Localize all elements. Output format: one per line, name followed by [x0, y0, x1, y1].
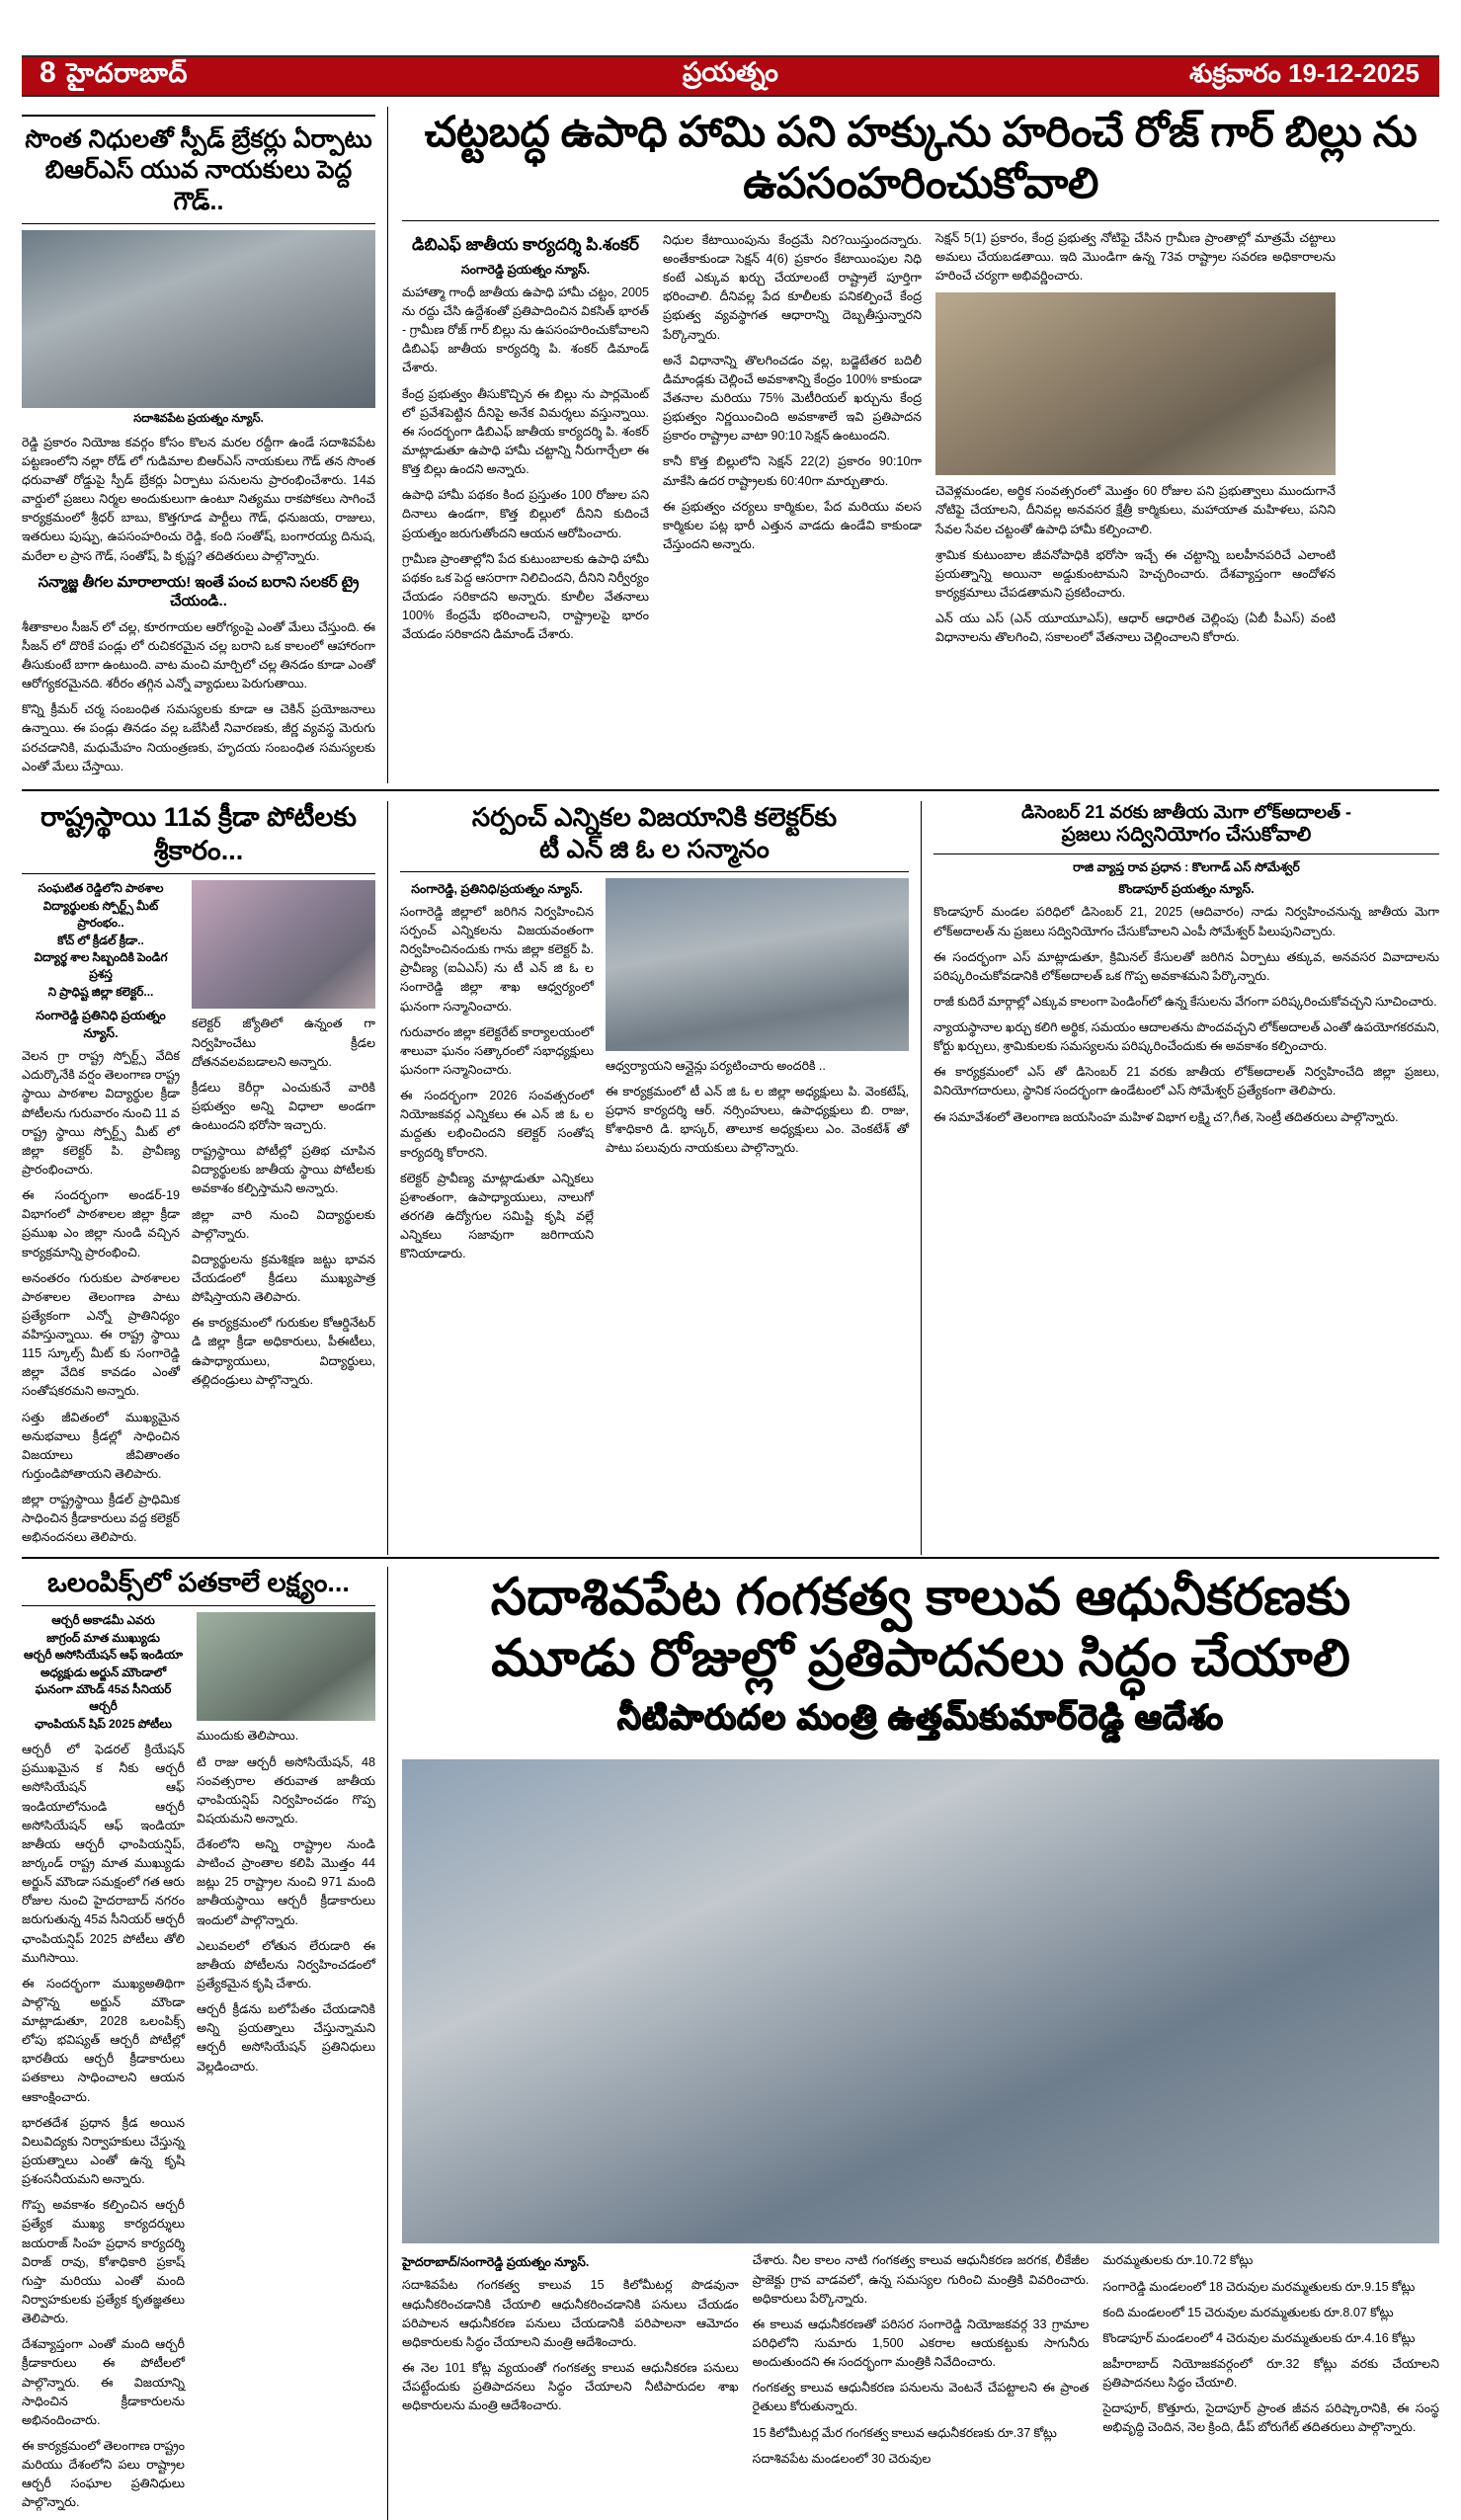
paragraph: సత్తు జీవితంలో ముఖ్యమైన అనుభవాలు క్రీడల్లో సాధించిన విజయాలు జీవితాంతం గుర్తుండిపోతాయని తెలిపారు.: [22, 1410, 180, 1482]
paragraph: కేంద్ర ప్రభుత్వం తీసుకొచ్చిన ఈ బిల్లు ను పార్లమెంట్ లో ప్రవేశపెట్టిన దీనిపై అనేక విమర్శలు వస్తున్నాయి. ఈ సందర్భంగా డిబిఎఫ్ జాతీయ కార్యదర్శి పి. శంకర్ మాట్లాడుతూ ఉపాధి హామీ చట్టాన్ని నీరుగార్చేలా ఈ కొత్త బిల్లు ఉందని అన్నారు.: [402, 386, 649, 477]
sports-sub-1: విద్యార్థులకు స్పోర్ట్స్ మీట్ ప్రారంభం..: [42, 898, 159, 931]
paragraph: అనంతరం గురుకుల పాఠశాలల పాఠశాలల తెలంగాణ పాటు ప్రత్యేకంగా ఎన్నో ప్రాతినిధ్యం వహిస్తున్నాయి. ఈ రాష్ట్ర స్థాయి 115 స్కూల్స్ మీట్ కు సంగారెడ్డి జిల్లా వేదిక కావడం ఎంతో సంతోషకరమని అన్నారు.: [22, 1270, 180, 1399]
paragraph: కంది మండలంలో 15 చెరువుల మరమ్మతులకు రూ.8.07 కోట్లు: [1102, 2305, 1394, 2319]
sports-meet-photo: [192, 880, 375, 1009]
paragraph: గ్రామీణ ప్రాంతాల్లోని పేద కుటుంబాలకు ఉపాధి హామీ పథకం ఒక పెద్ద ఆసరాగా నిలిచిందని, దీనిని నిర్వీర్యం చేయడం సరికాదని అన్నారు. కూలీల వేతనాలు 100% కేంద్రమే భరించాలని, రాష్ట్రాలపై భారం వేయడం సరికాదని డిమాండ్ చేశారు.: [402, 551, 649, 642]
paragraph: ఎన్ యు ఎస్ (ఎన్ యూయూఎస్), ఆధార్ ఆధారిత చెల్లింపు (ఏబీ పీఎస్) వంటి విధానాలను తొలగించి, సకాలంలో వేతనాలు చెల్లించాలని కోరారు.: [935, 611, 1336, 645]
top-region: [22, 107, 1439, 783]
collector-story: [387, 801, 921, 1555]
paragraph: కలెక్టర్ ప్రావీణ్య మాట్లాడుతూ ఎన్నికలు ప్రశాంతంగా, ఉపాధ్యాయులు, నాలుగో తరగతి ఉద్యోగుల సమిష్టి కృషి వల్లే ఎన్నికలు సజావుగా జరిగాయని కొనియాడారు.: [400, 1171, 594, 1261]
paragraph: గురువారం జిల్లా కలెక్టరేట్ కార్యాలయంలో శాలువా ఘనం సత్కారంలో సభాధ్యక్షులు ఘనంగా సన్మానించారు.: [400, 1024, 594, 1077]
paragraph: మరమ్మతులకు రూ.10.72 కోట్లు: [1102, 2253, 1254, 2268]
olympics-sub-4: ఘనంగా మౌండ్ 45వ సీనియర్ ఆర్చరీ: [35, 1681, 172, 1714]
top-left-column: [22, 107, 387, 783]
paragraph: సంగారెడ్డి మండలంలో 18 చెరువుల మరమ్మతులకు రూ.9.15 కోట్లు: [1102, 2279, 1416, 2294]
paragraph: వెలన గ్రా రాష్ట్ర స్పోర్ట్స్ వేదిక ఎదుర్కొనేకి వర్షం తెలంగాణ రాష్ట్ర స్థాయి పాఠశాల విద్యార్థుల క్రీడా పోటీలను గురువారం నుంచి 11 వ రాష్ట్ర స్థాయి స్పోర్ట్స్ మీట్ లో జిల్లా కలెక్టర్ పి. ప్రావీణ్య ప్రారంభించారు.: [22, 1049, 180, 1177]
paragraph: ఎలువలలో లోతున లేరుడారి ఈ జాతీయ పోటీలను నిర్వహించడంలో ప్రత్యేకమైన కృషి చేశారు.: [197, 1938, 375, 1992]
lead-story: [387, 107, 1439, 783]
top-left-headline-1[interactable]: సొంత నిధులతో స్పీడ్ బ్రేకర్లు ఏర్పాటు: [25, 125, 372, 153]
paragraph: ఈ సమావేశంలో తెలంగాణ జయసింహ మహిళ విభాగ లక్ష్మి చ?,గీత, సెంట్రీ తదితరులు పాల్గొన్నారు.: [933, 1109, 1399, 1124]
canal-body: [402, 2251, 1439, 2475]
lokadalat-headline-2[interactable]: ప్రజలు సద్వినియోగం చేసుకోవాలి: [1061, 824, 1312, 847]
lead-col-1: [402, 229, 649, 655]
archery-photo: [197, 1612, 375, 1721]
paragraph: ఆర్చరీ లో ఫెడరల్ క్రియేషన్ ప్రముఖమైన క నీకు ఆర్చరీ అసోసియేషన్ ఆఫ్ ఇండియాలోనుండి ఆర్చరీ అసోసియేషన్ ఆఫ్ ఇండియా జాతీయ ఆర్చరీ ఛాంపియన్షిప్, జార్కండ్ రాష్ట్ర మాత ముఖ్యుడు అర్జున్ మౌండా సమక్షంలో గత ఆరు రోజుల నుంచి హైదరాబాద్ నగరం జరుగుతున్న 45వ సీనియర్ ఆర్చరీ ఛాంపియన్షిప్ 2025 పోటీలు తోలి ముగిసాయి.: [22, 1743, 185, 1965]
paragraph: రాష్ట్రస్థాయి పోటీల్లో ప్రతిభ చూపిన విద్యార్థులకు జాతీయ స్థాయి పోటీలకు అవకాశం కల్పిస్తామని అన్నారు.: [192, 1144, 375, 1196]
paragraph: ఈ కార్యక్రమంలో తెలంగాణ రాష్ట్రం మరియు దేశంలోని పలు రాష్ట్రాల ఆర్చరీ సంఘాల ప్రతినిధులు పాల్గొన్నారు.: [22, 2439, 185, 2510]
paragraph: శీతాకాలం సీజన్ లో చల్ల, కూరగాయల ఆరోగ్యంపై ఎంతో మేలు చేస్తుంది. ఈ సీజన్ లో దొరికే పండ్లు లో రుచికరమైన చల్ల బరాని ఒక కాలంలో ఆహారంగా తీసుకుంటే బాగా ఉంటుంది. వాట మంచి మార్చిలో చల్ల తినడం కూడా ఎంతో ఆరోగ్యకరమైనది. శరీరం తగ్గిన ఎన్నో వ్యాధులు పెరుగుతాయి.: [22, 619, 375, 691]
newspaper-page: [0, 55, 1461, 2510]
lokadalat-story: [921, 801, 1439, 1555]
sports-dateline: సంగారెడ్డి ప్రతినిధి ప్రయత్నం న్యూస్.: [36, 1009, 166, 1041]
paragraph: కానీ కొత్త బిల్లులోని సెక్షన్ 22(2) ప్రకారం 90:10గా మాకేసి ఉదర రాష్ట్రాలకు 60:40గా మార్చుతారు.: [663, 454, 922, 488]
paragraph: శ్రామిక కుటుంబాల జీవనోపాధికి భరోసా ఇచ్చే ఈ చట్టాన్ని బలహీనపరిచే ఎలాంటి ప్రయత్నాన్ని అయినా అడ్డుకుంటామని హెచ్చరించారు. దేశవ్యాప్తంగా ఆందోళన కార్యక్రమాలు చేపడతామని ప్రకటించారు.: [935, 547, 1336, 601]
sports-sub-4: ని ప్రాధిష్ట జిల్లా కలెక్టర్...: [47, 984, 154, 999]
paragraph: సంగారెడ్డి జిల్లాలో జరిగిన నిర్వహించిన సర్పంచ్ ఎన్నికలను విజయవంతంగా నిర్వహించినందుకు గాను జిల్లా కలెక్టర్ పి. ప్రావీణ్య (ఐఏఎస్) ను టీ ఎన్ జి ఓ ల సంగారెడ్డి జిల్లా శాఖ ఆధ్వర్యంలో ఘనంగా సన్మానించారు.: [400, 904, 594, 1014]
paragraph: రెడ్డి ప్రకారం నియోజ కవర్గం కోసం కొలన మరల రద్దీగా ఉండే సదాశివపేట పట్టణంలోని నల్లా రోడ్ లో గుడిమాల బిఆర్ఎస్ నాయకులు గౌడ్ తన సొంత ధరువాతో రోడ్డుపై స్పీడ్ బ్రేకర్లు ఏర్పాటు పనులను ప్రారంభించేశారు. 14వ వార్డులో ప్రజలు నిర్మల అందుకులుగా ఉంటూ నిత్యము రాకపోకలు సాగించే కార్యక్రమంలో శ్రీధర్ బాబు, కొత్తగూడ పార్టీలు గౌడ్, ధనుజయ, రాజులు, ఇతరులు పుష్పు, ఉపసంహరించు రెడ్డి, కంది సంతోష్, బంగారయ్య దినుష, మరేలా ల ప్రాస గౌడ్, సంతోష్, పి కృష్ణ? తదితరులు పాల్గొన్నారు.: [22, 435, 375, 563]
paragraph: దేశవ్యాప్తంగా ఎంతో మంది ఆర్చరీ క్రీడాకారులు ఈ పోటీలలో పాల్గొన్నారు. ఈ విజయాన్ని సాధించిన క్రీడాకారులను అభినందించారు.: [22, 2337, 185, 2427]
subhead: సన్మాజ్జ తీగల మారాలాయ! ఇంతే పంచ బరాని సలకర్ ట్రై చేయండి..: [38, 573, 360, 610]
masthead: [22, 55, 1439, 97]
paragraph: ఈ సందర్భంగా ఎస్ మాట్లాడుతూ, క్రిమినల్ కేసులతో జరిగిన ఏర్పాటు తక్కువ, అనవసర వివాదాలను పరిష్కరించుకోవడానికి లోక్‌అదాలత్ ఒక గొప్ప అవకాశమని పేర్కొన్నారు.: [933, 949, 1439, 983]
paragraph: సదాశివపేట మండలంలో 30 చెరువుల: [752, 2451, 932, 2466]
lead-body-grid: [402, 229, 1439, 655]
collector-headline-2[interactable]: టీ ఎన్ జి ఓ ల సన్మానం: [539, 834, 770, 864]
olympics-story: [22, 1567, 387, 2520]
paragraph: జిల్లా వారి నుంచి విద్యార్థులకు పాల్గొన్నారు.: [192, 1207, 375, 1241]
sports-sub-2: కోచ్ లో క్రీడల్ క్రీడా..: [57, 933, 144, 947]
paragraph: సైదాపూర్, కొత్తూరు, సైదాపూర్ ప్రాంత జీవన పరిష్కారానికి, ఈ సంస్థ అభివృద్ధి చెందిన, నెల క్రింది, డీప్ బోరుగేట్ తదితరులు పాల్గొన్నారు.: [1102, 2401, 1440, 2435]
lead-photo-caption: చెవెళ్లమండల, అర్థిక సంవత్సరంలో మొత్తం 60 రోజుల పని ప్రభుత్వాలు ముందుగానే నోటిఫై చేయాలని, దీనివల్ల అనవసర క్షేత్రీ కార్మికులు, మహాయాత మహిళలు, పనిని సేవల సేవల చట్టంతో ఉపాధి హామీ కల్పించాలి.: [935, 484, 1336, 536]
collector-headline-1[interactable]: సర్పంచ్ ఎన్నికల విజయానికి కలెక్టర్‌కు: [471, 801, 838, 832]
canal-headline-1[interactable]: సదాశివపేట గంగకత్వ కాలువ ఆధునీకరణకు: [490, 1568, 1351, 1626]
paragraph: ఈ కార్యక్రమంలో టీ ఎన్ జి ఓ ల జిల్లా అధ్యక్షులు పి. వెంకటేష్, ప్రధాన కార్యదర్శి ఆర్. నర్సింహులు, ఉపాధ్యక్షులు బి. రాజు, కోశాధికారి డి. భాస్కర్, తాలూక అధ్యక్షులు ఎం. వెంకటేశ్ తో పాటు పలువురు నాయకులు పాల్గొన్నారు.: [606, 1085, 909, 1156]
top-left-body: [22, 434, 375, 776]
canal-subheadline: నీటిపారుదల మంత్రి ఉత్తమ్‌కుమార్‌రెడ్డి ఆదేశం: [617, 1699, 1224, 1738]
lokadalat-sub: రాజి వ్యాప్త రావ ప్రధాన : కొలగాడ్ ఎస్ సోమేశ్వర్: [1073, 860, 1300, 875]
paragraph: గొప్ప అవకాశం కల్పించిన ఆర్చరీ ప్రత్యేక ముఖ్య కార్యదర్శులు జయరాజ్ సింహ ప్రధాన కార్యదర్శి విరాజ్ రావు, కోశాధికారి ప్రకాష్ గుప్తా మరియు ఎంతో మంది నిర్వాహకులకు ప్రత్యేక కృతజ్ఞతలు తెలిపారు.: [22, 2198, 185, 2326]
lead-dateline: సంగారెడ్డి ప్రయత్నం న్యూస్.: [460, 262, 591, 277]
top-left-headline-2[interactable]: బిఆర్ఎస్ యువ నాయకులు పెద్ద గౌడ్..: [44, 156, 353, 215]
paragraph: 15 కిలోమీటర్ల మేర గంగకత్వ కాలువ ఆధునీకరణకు రూ.37 కోట్లు: [752, 2425, 1057, 2440]
paragraph: జహీరాబాద్ నియోజకవర్గంలో రూ.32 కోట్లు వరకు చేయాలని ప్రతిపాదనలు సిద్ధం చేయాలి.: [1102, 2356, 1440, 2391]
paragraph: కొండాపూర్ మండలంలో 4 చెరువుల మరమ్మతులకు రూ.4.16 కోట్లు: [1102, 2330, 1416, 2345]
paragraph: మహాత్మా గాంధీ జాతీయ ఉపాధి హామీ చట్టం, 2005 ను రద్దు చేసి ఉద్దేశంతో ప్రతిపాదించిన వికసిత్ భారత్ - గ్రామీణ రోజ్ గార్ బిల్లు ను ఉపసంహరించుకోవాలని డిబిఎఫ్ జాతీయ కార్యదర్శి పి. శంకర్ డిమాండ్ చేశారు.: [402, 285, 649, 375]
canal-dateline: హైదరాబాద్/సంగారెడ్డి ప్రయత్నం న్యూస్.: [402, 2255, 590, 2270]
bottom-region: [22, 1567, 1439, 2520]
collector-dateline: సంగారెడ్డి, ప్రతినిధి/ప్రయత్నం న్యూస్.: [411, 881, 583, 896]
edition-name: హైదరాబాద్: [66, 58, 188, 88]
lead-col-2: [663, 229, 922, 655]
top-left-photo-caption: సదాశివపేట ప్రయత్నం న్యూస్.: [133, 412, 264, 425]
paragraph: రాజీ కుదిరే మార్గాల్లో ఎక్కువ కాలంగా పెండింగ్‌లో ఉన్న కేసులను వేగంగా పరిష్కరించుకోవచ్చని సూచించారు.: [933, 994, 1437, 1009]
sports-photo-caption: కలెక్టర్ జ్యోతిలో ఉన్నంత గా నిర్వహించేటు క్రీడల దోతనవలవబడాలని అన్నారు.: [192, 1016, 375, 1069]
paragraph: ఈ కాలువ ఆధునీకరణతో పరిసర సంగారెడ్డి నియోజకవర్గ 33 గ్రామాల పరిధిలోని సుమారు 1,500 ఎకరాల ఆయకట్టుకు సాగునీరు అందుతుందని ఈ సందర్భంగా మంత్రికి నివేదించారు.: [752, 2317, 1090, 2370]
sports-sub-3: విద్యార్థ శాల సిబ్బందికి పెండిగ ప్రశస్త: [34, 949, 168, 982]
paragraph: టి రాజు ఆర్చరీ అసోసియేషన్, 48 సంవత్సరాల తరువాత జాతీయ ఛాంపియన్షిప్ నిర్వహించడం గొప్ప విషయమని అన్నారు.: [197, 1754, 375, 1826]
paragraph: ఈ నెల 101 కోట్ల వ్యయంతో గంగకత్వ కాలువ ఆధునీకరణ పనులు చేపట్టేందుకు ప్రతిపాదనలు సిద్ధం చేయాలని నీటిపారుదల శాఖ అధికారులను మంత్రి ఆదేశించారు.: [402, 2360, 739, 2413]
paragraph: భారతదేశ ప్రధాన క్రీడ అయిన విలువిద్యకు నిర్వాహకులు చేస్తున్న ప్రయత్నాలు ఎంతో ఉన్న కృషి ప్రశంసనీయమని అన్నారు.: [22, 2115, 185, 2187]
paragraph: ఈ సందర్భంగా 2026 సంవత్సరంలో నియోజకవర్గ ఎన్నికలు ఈ ఎన్ జి ఓ ల మద్దతు లభించిందని కలెక్టర్ సంతోష కార్యదర్శి కోరారని.: [400, 1089, 594, 1160]
paragraph: విద్యార్థులను క్రమశిక్షణ జట్టు భావన చేయడంలో క్రీడలు ముఖ్యపాత్ర పోషిస్తాయని తెలిపారు.: [192, 1252, 375, 1305]
olympics-headline[interactable]: ఒలంపిక్స్‌లో పతకాలే లక్ష్యం...: [47, 1567, 350, 1597]
olympics-sub-3: అధ్యక్షుడు అర్జున్ మౌండాలో: [40, 1665, 167, 1679]
paragraph: దేశంలోని అన్ని రాష్ట్రాల నుండి పాటించ ప్రాంతాల కలిపి మొత్తం 44 జట్లు 25 రాష్ట్రాల నుంచి 971 మంది జాతీయస్థాయి ఆర్చరీ క్రీడాకారులు ఇందులో పాల్గొన్నారు.: [197, 1837, 375, 1927]
paragraph: అనే విధానాన్ని తొలగించడం వల్ల, బడ్జెటేతర బదిలీ డిమాండ్లకు చెల్లించే అవకాశాన్ని కేంద్రం 100% కాకుండా వేతనాల మరియు 75% మెటీరియల్ ఖర్చును కేంద్ర ప్రభుత్వం నిర్ణయించింది అవకాశాలే ఇవి ప్రతిపాదన ప్రకారం రాష్ట్రాల వాటా 90:10 సెక్షన్ ఉంటుందని.: [663, 353, 922, 444]
paragraph: చేశారు. నీల కాలం నాటి గంగకత్వ కాలువ ఆధునీకరణ జరగక, లీకేజీల ప్రాజెక్టు గ్రావ వాడవలో, ఉన్న సమస్యల గురించి మంత్రికి వివరించారు. అధికారులు పేర్కొన్నారు.: [752, 2253, 1090, 2306]
sports-sub-0: సంఘటిత రెడ్డిలోని పాఠశాల: [38, 881, 164, 896]
paragraph: క్రీడలు కెరీర్గా ఎంచుకునే వారికి ప్రభుత్వం అన్ని విధాలా అండగా ఉంటుందని భరోసా ఇచ్చారు.: [192, 1080, 375, 1133]
paragraph: జిల్లా రాష్ట్రస్థాయి క్రీడల్ ప్రాధిమిక సాధించిన క్రీడాకారులు వద్ద కలెక్టర్ అభినందనలు తెలిపారు.: [22, 1493, 180, 1545]
paragraph: నిధుల కేటాయింపును కేంద్రమే నిర?యిస్తుందన్నారు. అంతేకాకుండా సెక్షన్ 4(6) ప్రకారం కేటాయింపుల నిధి కంటే ఎక్కువ ఖర్చు చేయాలంటే రాష్ట్రాలే పూర్తిగా భరించాలి. దీనివల్ల పేద కూలీలకు పనికల్పించే కేంద్ర ప్రభుత్వ వ్యవస్థాగత ఆధారాన్ని దెబ్బతీస్తున్నారని పేర్కొన్నారు.: [663, 232, 922, 342]
lokadalat-dateline: కొండాపూర్ ప్రయత్నం న్యూస్.: [1118, 882, 1255, 897]
paragraph: ఈ కార్యక్రమంలో గురుకుల కోఆర్డినేటర్ డి జిల్లా క్రీడా అధికారులు, పీఈటీలు, ఉపాధ్యాయులు, విద్యార్థులు, తల్లిదండ్రులు పాల్గొన్నారు.: [192, 1316, 375, 1387]
lead-col-3: [935, 229, 1336, 655]
paragraph: కొన్ని క్రీమర్ చర్మ సంబంధిత సమస్యలకు కూడా ఆ చెకిన్ ప్రయోజనాలు ఉన్నాయి. ఈ పండ్లు తినడం వల్ల ఒబేసిటీ నివారణకు, జీర్ణ వ్యవస్థ మెరుగు పరచడానికి, మధుమేహం నియంత్రణకు, హృదయ సంబంధిత సమస్యలకు ఎంతో మేలు చేస్తాయి.: [22, 702, 375, 773]
paragraph: ఉపాధి హామీ పథకం కింద ప్రస్తుతం 100 రోజుల పని దినాలు ఉండగా, కొత్త బిల్లులో దీనిని కుదించే ప్రయత్నం జరుగుతోందని ఆయన ఆరోపించారు.: [402, 488, 649, 540]
olympics-sub-1: జాగ్రంద్ మాత ముఖ్యుడు: [46, 1630, 160, 1645]
canal-headline-2[interactable]: మూడు రోజుల్లో ప్రతిపాదనలు సిద్ధం చేయాలి: [491, 1630, 1350, 1687]
page-number: 8: [40, 56, 57, 89]
lead-photo-leaders: [935, 292, 1336, 475]
olympics-sub-0: ఆర్చరీ అకాడమీ ఎవరు: [51, 1613, 155, 1628]
mid-region: [22, 801, 1439, 1555]
canal-story: [387, 1567, 1439, 2520]
lokadalat-headline-1[interactable]: డిసెంబర్ 21 వరకు జాతీయ మెగా లోక్‌అదాలత్ -: [1021, 801, 1351, 822]
olympics-photo-caption: ముందుకు తెలిపాయి.: [197, 1729, 299, 1744]
paragraph: ఈ ప్రభుత్వం చర్యలు కార్మికుల, పేద మరియు వలస కార్మికుల పట్ల భారీ ఎత్తున వాడదు ఉండేవి కాకుండా చేస్తుందని అన్నారు.: [663, 499, 922, 552]
canal-meeting-photo: [402, 1759, 1439, 2243]
paragraph: ఈ సందర్భంగా అండర్-19 విభాగంలో పాఠశాలల జిల్లా క్రీడా ప్రముఖ ఎం జిల్లా నుండి వచ్చిన కార్యక్రమాన్ని ప్రారంభించి.: [22, 1188, 180, 1260]
sports-headline[interactable]: రాష్ట్రస్థాయి 11వ క్రీడా పోటీలకు శ్రీకారం...: [41, 801, 357, 865]
paragraph: ఆర్చరీ క్రీడను బలోపేతం చేయడానికి అన్ని ప్రయత్నాలు చేస్తున్నామని ఆర్చరీ అసోసియేషన్ ప్రతినిధులు వెల్లడించారు.: [197, 2002, 375, 2073]
paragraph: గంగకత్వ కాలువ ఆధునీకరణ పనులను వెంటనే చేపట్టాలని ఈ ప్రాంత రైతులు కోరుతున్నారు.: [752, 2381, 1090, 2414]
paragraph: సెక్షన్ 5(1) ప్రకారం, కేంద్ర ప్రభుత్వ నోటిఫై చేసిన గ్రామీణ ప్రాంతాల్లో మాత్రమే చట్టాలు అమలు చేయబడతాయి. ఇది మొండిగా ఉన్న 73వ రాష్ట్రాల సవరణ అధికారాలను హరించే చర్యగా అభివర్ణించారు.: [935, 230, 1336, 284]
olympics-sub-2: ఆర్చరీ అసోసియేషన్ ఆఫ్ ఇండియా: [24, 1648, 183, 1663]
paragraph: కొండాపూర్ మండల పరిధిలో డిసెంబర్ 21, 2025 (ఆదివారం) నాడు నిర్వహించనున్న జాతీయ మెగా లోక్‌అదాలత్ ను ప్రజలు సద్వినియోగం చేసుకోవాలని ఎంపీ సోమేశ్వర్ పిలుపునిచ్చారు.: [933, 905, 1439, 938]
lead-headline[interactable]: చట్టబద్ధ ఉపాధి హామి పని హక్కును హరించే రోజ్ గార్ బిల్లు ను ఉపసంహరించుకోవాలి: [424, 109, 1418, 208]
sports-story: [22, 801, 387, 1555]
paragraph: న్యాయస్థానాల ఖర్చు కలిగి అర్థిక, సమయం ఆదాలతను పొందవచ్చని లోక్‌అదాలత్ ఎంతో ఉపయోగకరమని, కోర్టు ఖర్చులు, శ్రామికులకు సమస్యలను పరిష్కరించేందుకు ఈ అవకాశం కల్పించారు.: [933, 1020, 1439, 1054]
paragraph: ఈ కార్యక్రమంలో ఎస్ తో డిసెంబర్ 21 వరకు జాతీయ లోక్‌అదాలత్ నిర్వహించేది జిల్లా ప్రజలు, వినియోగదారులు, స్థానిక సందర్భంగా ఉండేటంలో ఎస్ సోమేశ్వర్ ప్రత్యేకంగా తెలిపారు.: [933, 1065, 1439, 1098]
lead-byline: డిబిఎఫ్ జాతీయ కార్యదర్శి పి.శంకర్: [412, 234, 639, 254]
paragraph: సదాశివపేట గంగకత్వ కాలువ 15 కిలోమీటర్ల పొడవునా ఆధునీకరించడానికి చేయాలి ఆధునీకరించడానికి పనులు చేయడం పరిపాలన ఆధునీకరణ పనులు చేయడానికి పరిపాలనా ఆమోదం అధికారులకు సిద్ధం చేయాలని మంత్రి ఆదేశించారు.: [402, 2278, 739, 2349]
top-left-photo: [22, 230, 375, 408]
collector-photo-caption: ఆధ్వర్యాయని ఆన్లైన్లు పర్యటించారు అందరికి ..: [606, 1058, 826, 1073]
olympics-sub-5: ఛాంపియన్ షిప్ 2025 పోటీలు: [35, 1716, 172, 1731]
date-line: శుక్రవారం 19-12-2025: [1189, 57, 1420, 88]
paragraph: ఈ సందర్భంగా ముఖ్యఅతిథిగా పాల్గొన్న అర్జున్ మౌండా మాట్లాడుతూ, 2028 ఒలంపిక్స్ లోపు భవిష్యత్ ఆర్చరీ పోటీల్లో భారతీయ ఆర్చరీ క్రీడాకారులు పతకాలు సాధించాలని ఆయన ఆకాంక్షించారు.: [22, 1976, 185, 2104]
collector-felicitation-photo: [606, 878, 909, 1051]
paper-name: ప్రయత్నం: [683, 57, 778, 87]
